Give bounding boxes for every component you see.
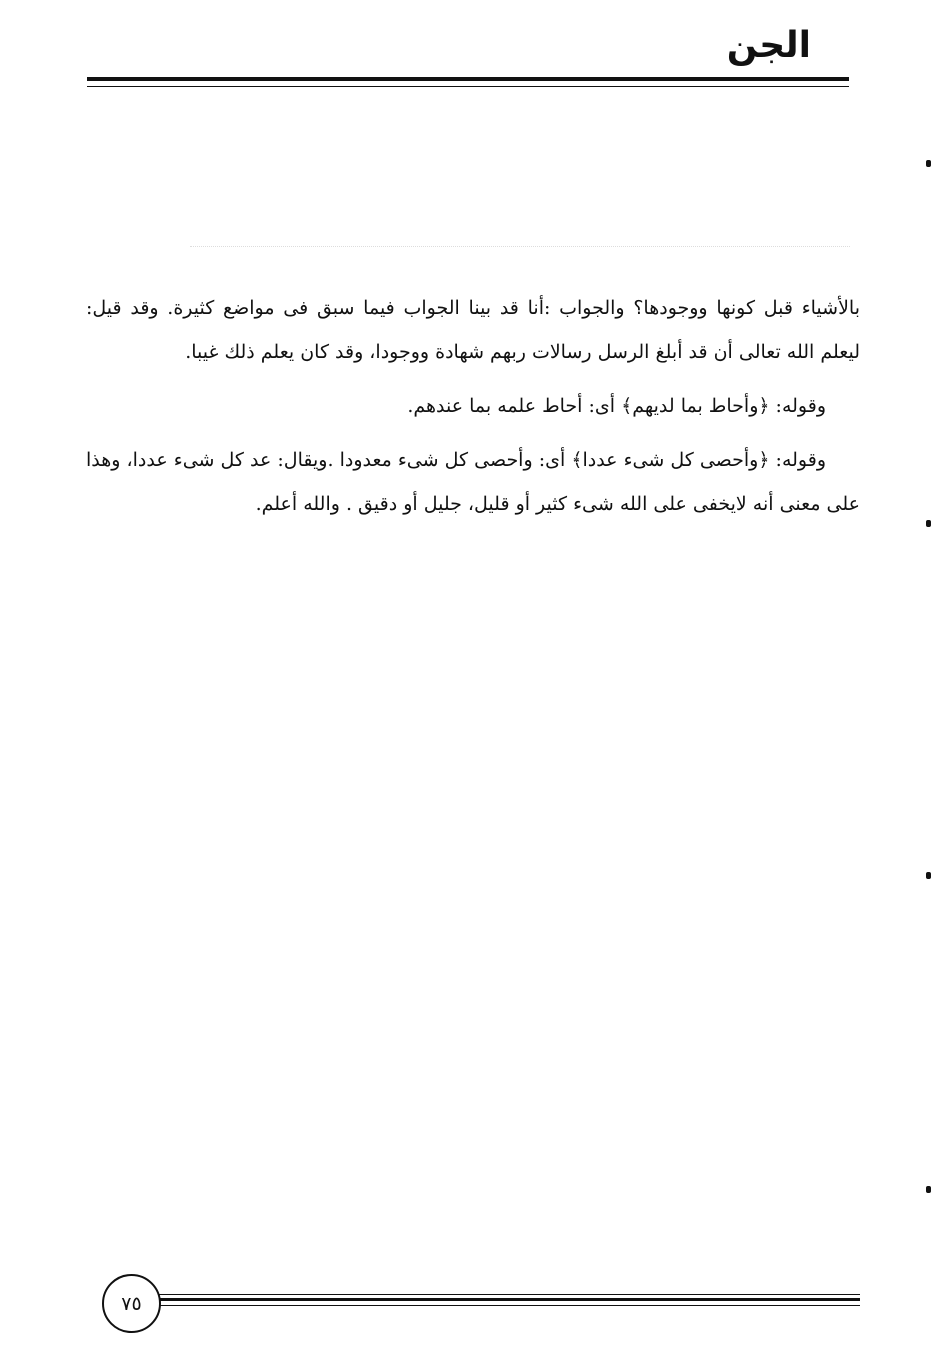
footer-rule — [158, 1305, 860, 1306]
paragraph: وقوله: ﴿وأحصى كل شىء عددا﴾ أى: وأحصى كل شىء معدودا .ويقال: عد كل شىء عددا، وهذا على معنى أنه لايخفى على الله شىء كثير أو قليل، جليل أو دقيق . والله أعلم. — [86, 449, 860, 515]
chapter-title: الجن — [726, 25, 811, 66]
edge-mark — [926, 1186, 931, 1193]
page-number — [102, 1274, 161, 1333]
edge-mark — [926, 520, 931, 527]
footer-rule — [158, 1294, 860, 1295]
edge-mark — [926, 160, 931, 167]
header-rule-thick — [87, 77, 849, 81]
paragraph: بالأشياء قبل كونها ووجودها؟ والجواب :أنا قد بينا الجواب فيما سبق فى مواضع كثيرة. وقد قيل: ليعلم الله تعالى أن قد أبلغ الرسل رسالات ربهم شهادة ووجودا، وقد كان يعلم ذلك غيبا. — [86, 297, 860, 363]
paragraph: وقوله: ﴿وأحاط بما لديهم﴾ أى: أحاط علمه بما عندهم. — [407, 395, 826, 417]
edge-mark — [926, 872, 931, 879]
faint-scan-line — [190, 246, 850, 247]
body-text — [86, 286, 860, 536]
page-number-text: ٧٥ — [121, 1292, 142, 1315]
header-rule-thin — [87, 86, 849, 87]
footer-rule — [158, 1298, 860, 1301]
